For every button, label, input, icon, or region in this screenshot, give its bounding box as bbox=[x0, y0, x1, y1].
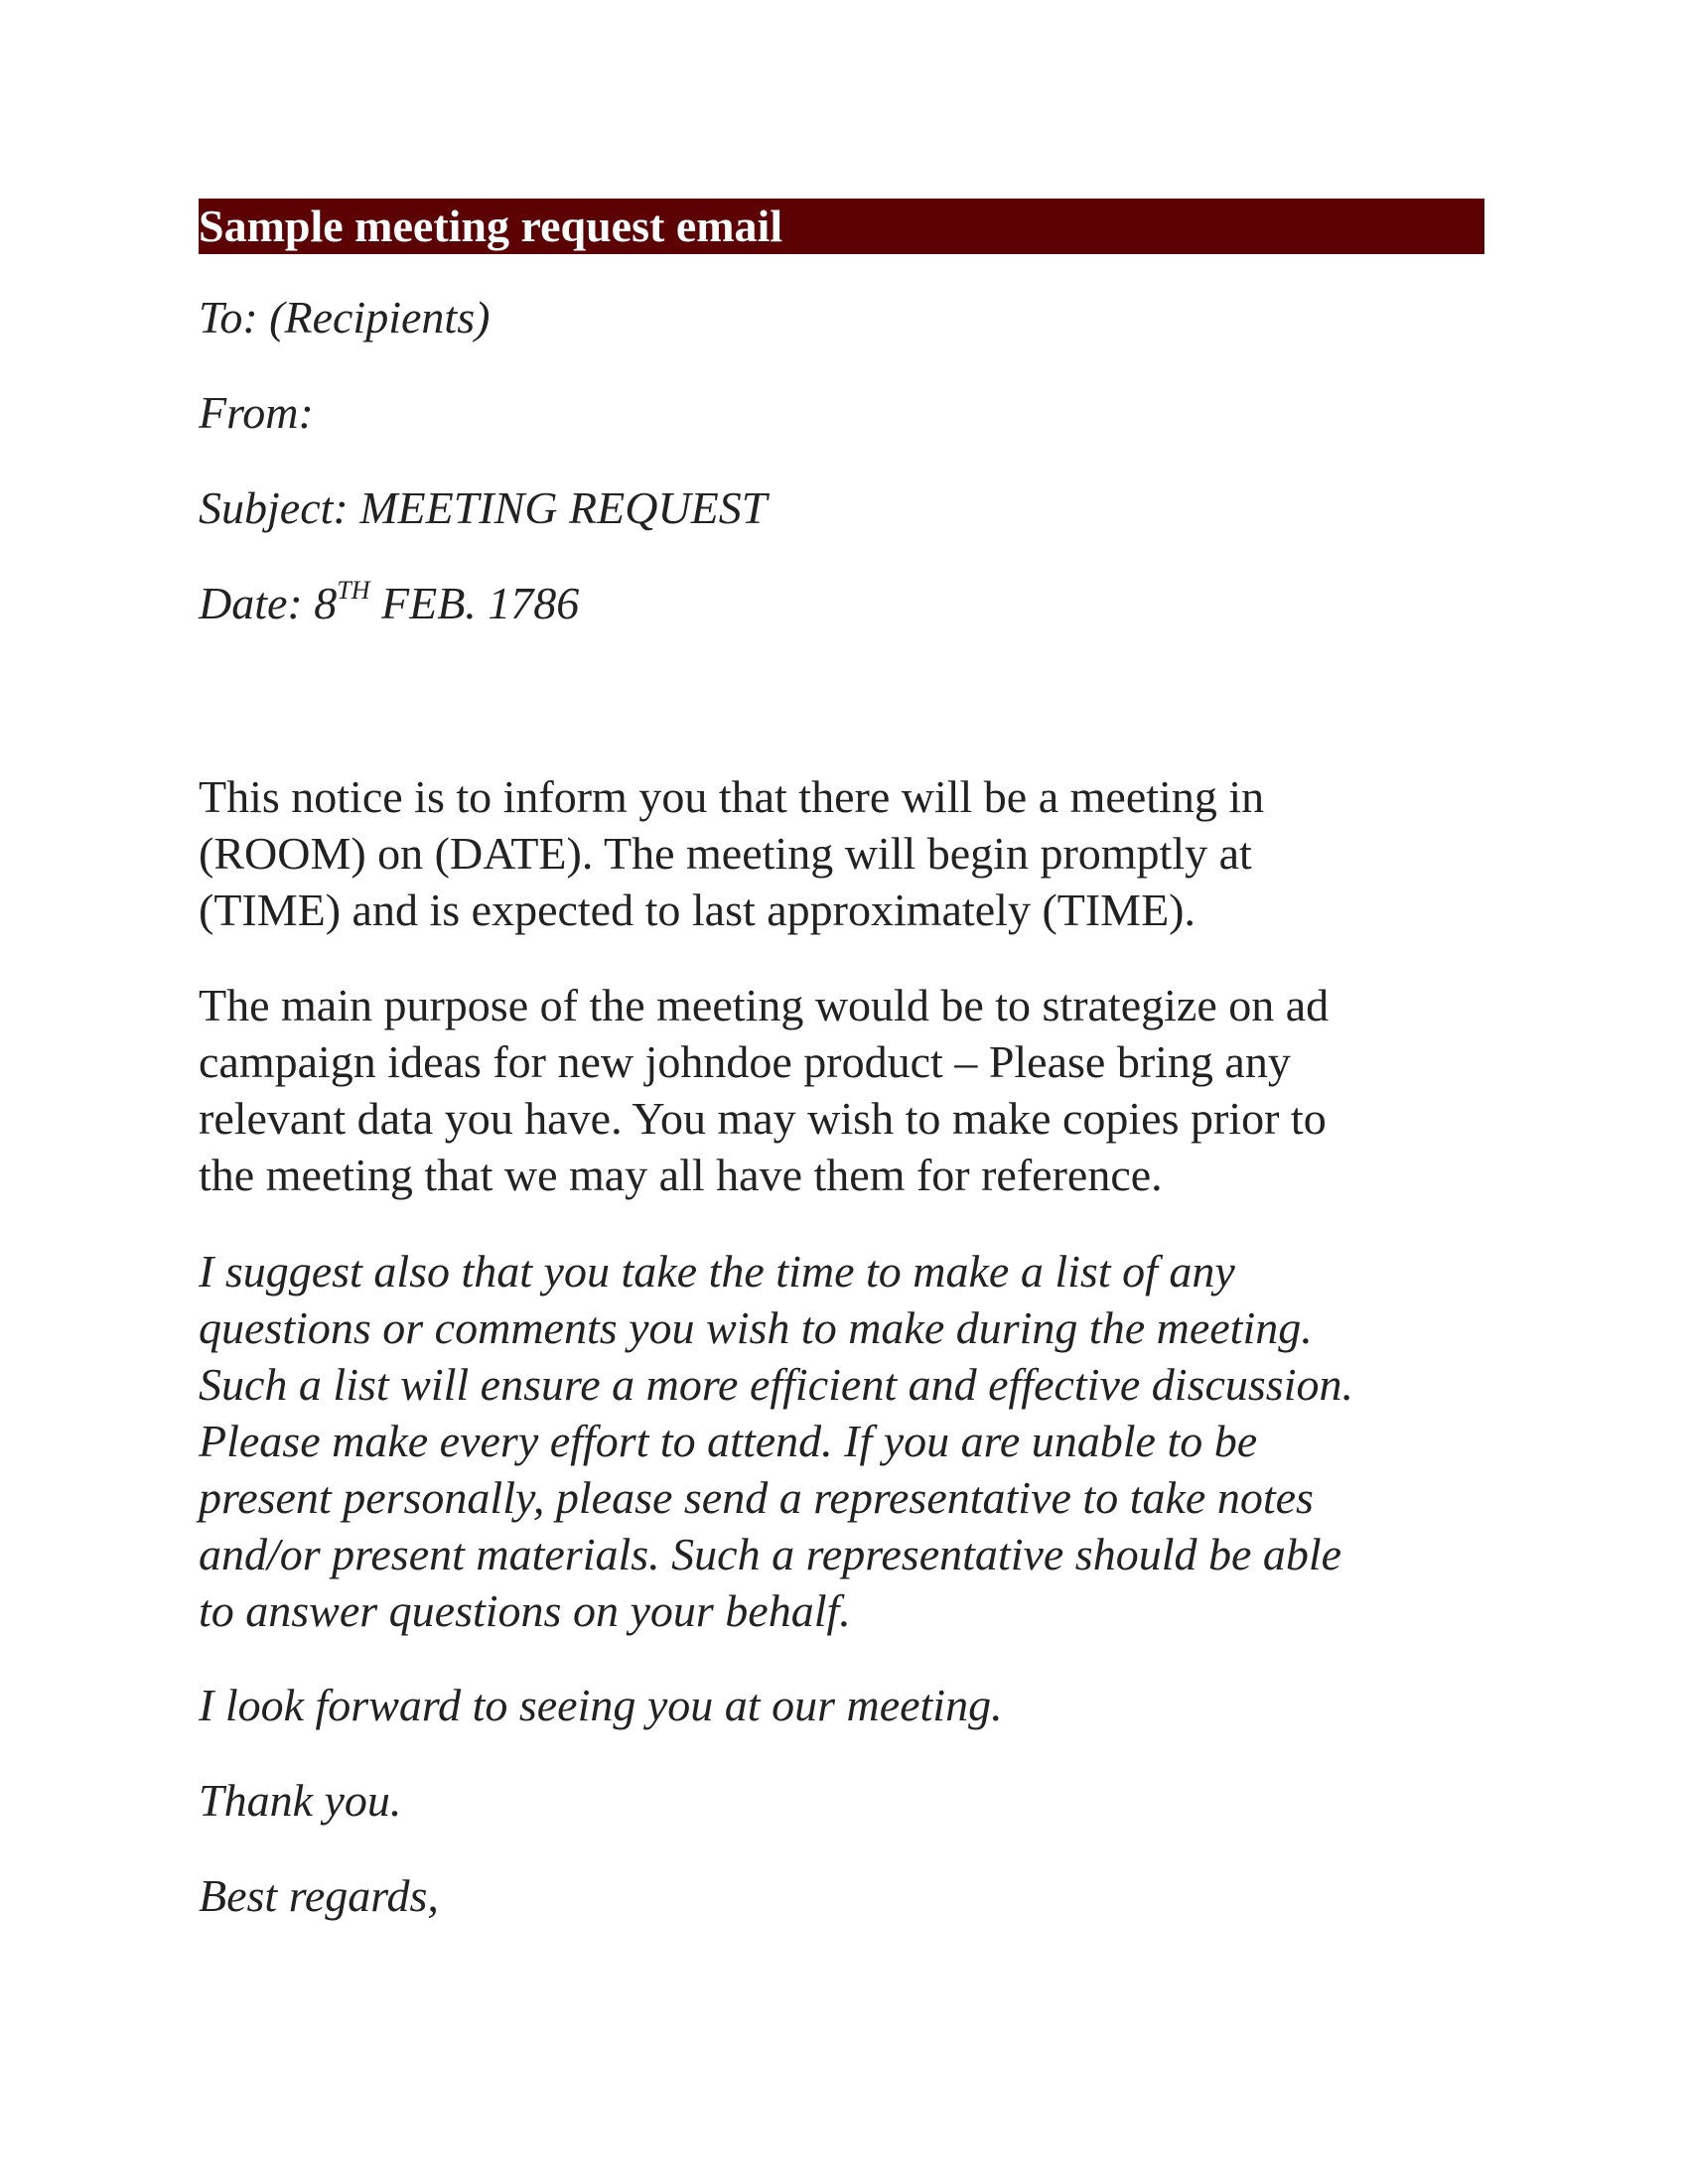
date-suffix: FEB. 1786 bbox=[369, 578, 580, 628]
paragraph-line: This notice is to inform you that there will be a meeting in bbox=[199, 771, 1265, 822]
paragraph-line: Such a list will ensure a more efficient and effective discussion. bbox=[199, 1359, 1353, 1410]
title-banner bbox=[199, 199, 1484, 254]
paragraph-line: relevant data you have. You may wish to make copies prior to bbox=[199, 1093, 1327, 1144]
date-line bbox=[199, 576, 579, 631]
paragraph-meeting-purpose bbox=[199, 977, 1489, 1203]
closing-line-forward: I look forward to seeing you at our meeting. bbox=[199, 1680, 1003, 1730]
paragraph-line: (TIME) and is expected to last approximately (TIME). bbox=[199, 885, 1196, 935]
date-prefix: Date: 8 bbox=[199, 578, 338, 628]
closing-line-thanks: Thank you. bbox=[199, 1775, 402, 1826]
document-title: Sample meeting request email bbox=[199, 201, 783, 251]
from-line: From: bbox=[199, 387, 314, 438]
closing-line-regards: Best regards, bbox=[199, 1870, 439, 1921]
paragraph-line: and/or present materials. Such a representative should be able bbox=[199, 1529, 1342, 1579]
paragraph-line: The main purpose of the meeting would be to strategize on ad bbox=[199, 980, 1330, 1030]
paragraph-line: present personally, please send a representative to take notes bbox=[199, 1472, 1314, 1523]
paragraph-suggestions bbox=[199, 1243, 1489, 1639]
paragraph-line: the meeting that we may all have them for reference. bbox=[199, 1150, 1163, 1200]
paragraph-line: campaign ideas for new johndoe product – Please bring any bbox=[199, 1036, 1291, 1087]
paragraph-meeting-notice bbox=[199, 768, 1489, 938]
to-line: To: (Recipients) bbox=[199, 292, 491, 342]
paragraph-line: to answer questions on your behalf. bbox=[199, 1585, 851, 1636]
paragraph-line: (ROOM) on (DATE). The meeting will begin promptly at bbox=[199, 828, 1252, 879]
paragraph-line: questions or comments you wish to make during the meeting. bbox=[199, 1302, 1313, 1353]
paragraph-line: Please make every effort to attend. If you are unable to be bbox=[199, 1416, 1258, 1466]
paragraph-line: I suggest also that you take the time to make a list of any bbox=[199, 1246, 1235, 1297]
subject-line: Subject: MEETING REQUEST bbox=[199, 482, 768, 533]
date-superscript: TH bbox=[337, 575, 370, 605]
